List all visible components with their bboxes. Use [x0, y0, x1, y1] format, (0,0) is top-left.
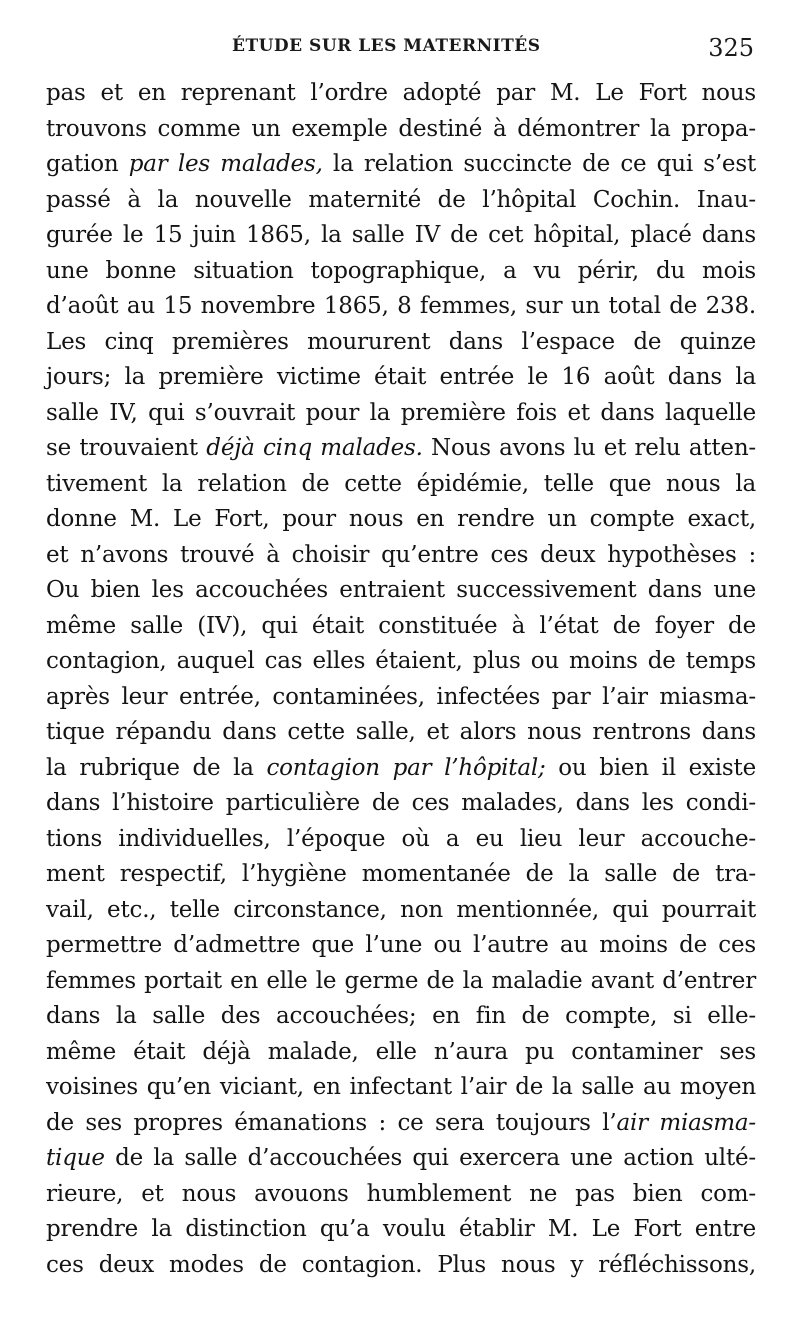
text-line — [46, 680, 756, 716]
text-run: tique répandu dans cette salle, et alors nous rentrons dans — [46, 719, 756, 745]
text-line — [46, 573, 756, 609]
text-run: trouvons comme un exemple destiné à démontrer la propa- — [46, 115, 756, 142]
text-run: Les cinq premières moururent dans l’espace de quinze — [46, 328, 756, 355]
text-run: après leur entrée, contaminées, infectées par l’air miasma- — [46, 683, 756, 710]
text-line — [46, 431, 756, 467]
text-line — [46, 1035, 756, 1071]
text-line — [46, 751, 756, 787]
italic-phrase: par les malades, — [128, 151, 323, 177]
page-number: 325 — [708, 34, 754, 62]
text-run: tivement la relation de cette épidémie, telle que nous la — [46, 470, 756, 497]
text-line — [46, 1248, 756, 1284]
text-run: jours; la première victime était entrée le 16 août dans la — [46, 364, 756, 390]
text-run: la rubrique de la — [46, 754, 267, 781]
text-run: gation — [46, 151, 129, 177]
text-run: salle IV, qui s’ouvrait pour la première fois et dans laquelle — [46, 399, 756, 426]
text-line — [46, 644, 756, 680]
body-text — [46, 76, 756, 1283]
text-run: voisines qu’en viciant, en infectant l’air de la salle au moyen — [46, 1074, 756, 1100]
text-line — [46, 1106, 756, 1142]
italic-phrase: air miasma- — [616, 1109, 756, 1136]
text-line — [46, 786, 756, 822]
text-line — [46, 289, 756, 325]
text-line — [46, 857, 756, 893]
text-line — [46, 183, 756, 219]
text-run: femmes portait en elle le germe de la maladie avant d’entrer — [46, 967, 756, 994]
text-line — [46, 360, 756, 396]
text-line — [46, 999, 756, 1035]
text-line — [46, 147, 756, 183]
text-line — [46, 893, 756, 929]
text-run: de ses propres émanations : ce sera toujours l’ — [46, 1109, 617, 1136]
text-run: vail, etc., telle circonstance, non mentionnée, qui pourrait — [46, 896, 756, 923]
text-run: même salle (IV), qui était constituée à l’état de foyer de — [46, 612, 756, 639]
text-run: permettre d’admettre que l’une ou l’autre au moins de ces — [46, 932, 756, 958]
text-run: gurée le 15 juin 1865, la salle IV de cet hôpital, placé dans — [46, 222, 756, 248]
text-line — [46, 112, 756, 148]
text-run: Nous avons lu et relu atten- — [422, 435, 757, 461]
text-line — [46, 822, 756, 858]
italic-phrase: déjà cinq malades. — [206, 435, 423, 461]
text-run: ment respectif, l’hygiène momentanée de la salle de tra- — [46, 861, 756, 887]
text-line — [46, 1212, 756, 1248]
text-line — [46, 218, 756, 254]
text-line — [46, 964, 756, 1000]
text-run: pas et en reprenant l’ordre adopté par M. Le Fort nous — [46, 80, 756, 106]
text-run: une bonne situation topographique, a vu périr, du mois — [46, 257, 756, 284]
text-line — [46, 609, 756, 645]
text-run: ces deux modes de contagion. Plus nous y réfléchissons, — [46, 1251, 756, 1278]
text-run: de la salle d’accouchées qui exercera une action ulté- — [104, 1145, 756, 1171]
text-run: rieure, et nous avouons humblement ne pas bien com- — [46, 1180, 756, 1207]
text-run: la relation succincte de ce qui s’est — [322, 151, 756, 177]
text-line — [46, 1177, 756, 1213]
text-run: prendre la distinction qu’a voulu établir M. Le Fort entre — [46, 1216, 756, 1242]
text-run: donne M. Le Fort, pour nous en rendre un compte exact, — [46, 506, 756, 532]
text-line — [46, 1141, 756, 1177]
text-run: tions individuelles, l’époque où a eu lieu leur accouche- — [46, 825, 756, 852]
running-title: ÉTUDE SUR LES MATERNITÉS — [232, 36, 541, 56]
text-run: Ou bien les accouchées entraient successivement dans une — [46, 577, 756, 603]
text-line — [46, 467, 756, 503]
text-run: contagion, auquel cas elles étaient, plus ou moins de temps — [46, 648, 756, 674]
text-run: ou bien il existe — [545, 754, 756, 781]
text-line — [46, 538, 756, 574]
text-run: même était déjà malade, elle n’aura pu contaminer ses — [46, 1038, 756, 1065]
text-run: dans la salle des accouchées; en fin de compte, si elle- — [46, 1003, 756, 1029]
text-line — [46, 396, 756, 432]
text-line — [46, 715, 756, 751]
text-line — [46, 325, 756, 361]
text-line — [46, 928, 756, 964]
text-run: passé à la nouvelle maternité de l’hôpital Cochin. Inau- — [46, 186, 756, 213]
italic-phrase: contagion par l’hôpital; — [266, 754, 546, 781]
text-run: d’août au 15 novembre 1865, 8 femmes, sur un total de 238. — [46, 293, 756, 319]
text-line — [46, 76, 756, 112]
running-head — [0, 36, 800, 68]
text-run: et n’avons trouvé à choisir qu’entre ces deux hypothèses : — [46, 541, 756, 568]
text-run: dans l’histoire particulière de ces malades, dans les condi- — [46, 790, 756, 816]
text-line — [46, 1070, 756, 1106]
text-run: se trouvaient — [46, 435, 207, 461]
text-line — [46, 502, 756, 538]
italic-phrase: tique — [46, 1145, 105, 1171]
text-line — [46, 254, 756, 290]
